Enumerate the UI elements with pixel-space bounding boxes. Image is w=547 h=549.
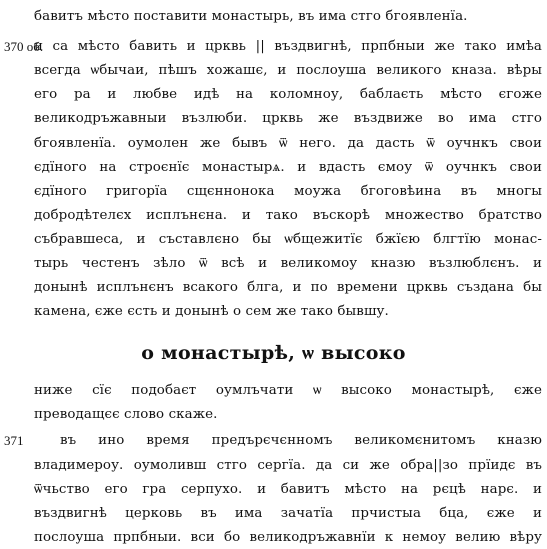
section-heading: о монастырѣ, ѡ высоко: [141, 342, 406, 364]
text-line: преводащєє слово скаже.: [34, 407, 218, 422]
text-line: и са мѣсто бавить и црквь || въздвигнѣ, прпбныи же тако имѣа: [34, 39, 542, 54]
folio-marker-370ob: 370 об.: [4, 39, 44, 54]
text-line: єдїного григорїа сщєннонока моужа бгоговѣина въ многы: [34, 184, 542, 199]
text-line: ѿчьство его гра серпухо. и бавитъ мѣсто на рєцѣ нарє. и: [34, 482, 542, 497]
text-line: въздвигнѣ церковь въ има зачатїа прчистыа бца, єже и: [34, 506, 542, 521]
text-line: тырь честенъ зѣло ѿ всѣ и великомоу кназю възлюблєнъ. и: [34, 256, 542, 271]
text-line: всегда ѡбычаи, пѣшъ хожашє, и послоуша великого кназа. вѣры: [34, 63, 542, 78]
text-line: бавитъ мѣсто поставити монастырь, въ има стго бгоявленїа.: [34, 9, 468, 24]
text-line: послоуша прпбныи. вси бо великодръжавнїи к немоу велию вѣру: [34, 530, 542, 545]
text-line: его ра и любве идѣ на коломноу, баблаєть мѣсто єгоже: [34, 87, 542, 102]
text-line: камена, єже єсть и донынѣ о сем же тако бывшу.: [34, 304, 389, 319]
text-line: владимероу. оумоливш стго сергїа. да си же обра||зо прїидє въ: [34, 458, 542, 473]
text-line: єдїного на строєнїє монастырѧ. и вдасть ємоу ѿ оучнкъ свои: [34, 160, 542, 175]
text-line: великодръжавныи възлюби. црквь же въздвиже во има стго: [34, 111, 542, 126]
text-line: бгоявленїа. оумолен же бывъ ѿ него. да дасть ѿ оучнкъ свои: [34, 136, 542, 151]
text-line: ниже сїє подобаєт оумлъчати ѡ высоко монастырѣ, єже: [34, 383, 542, 398]
folio-marker-371: 371: [4, 433, 24, 448]
text-line: добродѣтелєх исплънєна. и тако въскорѣ множество братство: [34, 208, 542, 223]
text-line: въ ино время предърєчєнномъ великомєнитомъ кназю: [60, 433, 542, 448]
text-line: събравшеса, и съставлєно бы ѡбщежитїє бжїєю блгтїю монас-: [34, 232, 542, 247]
text-line: донынѣ исплънєнъ всакого блга, и по времени црквь създана бы: [34, 280, 542, 295]
